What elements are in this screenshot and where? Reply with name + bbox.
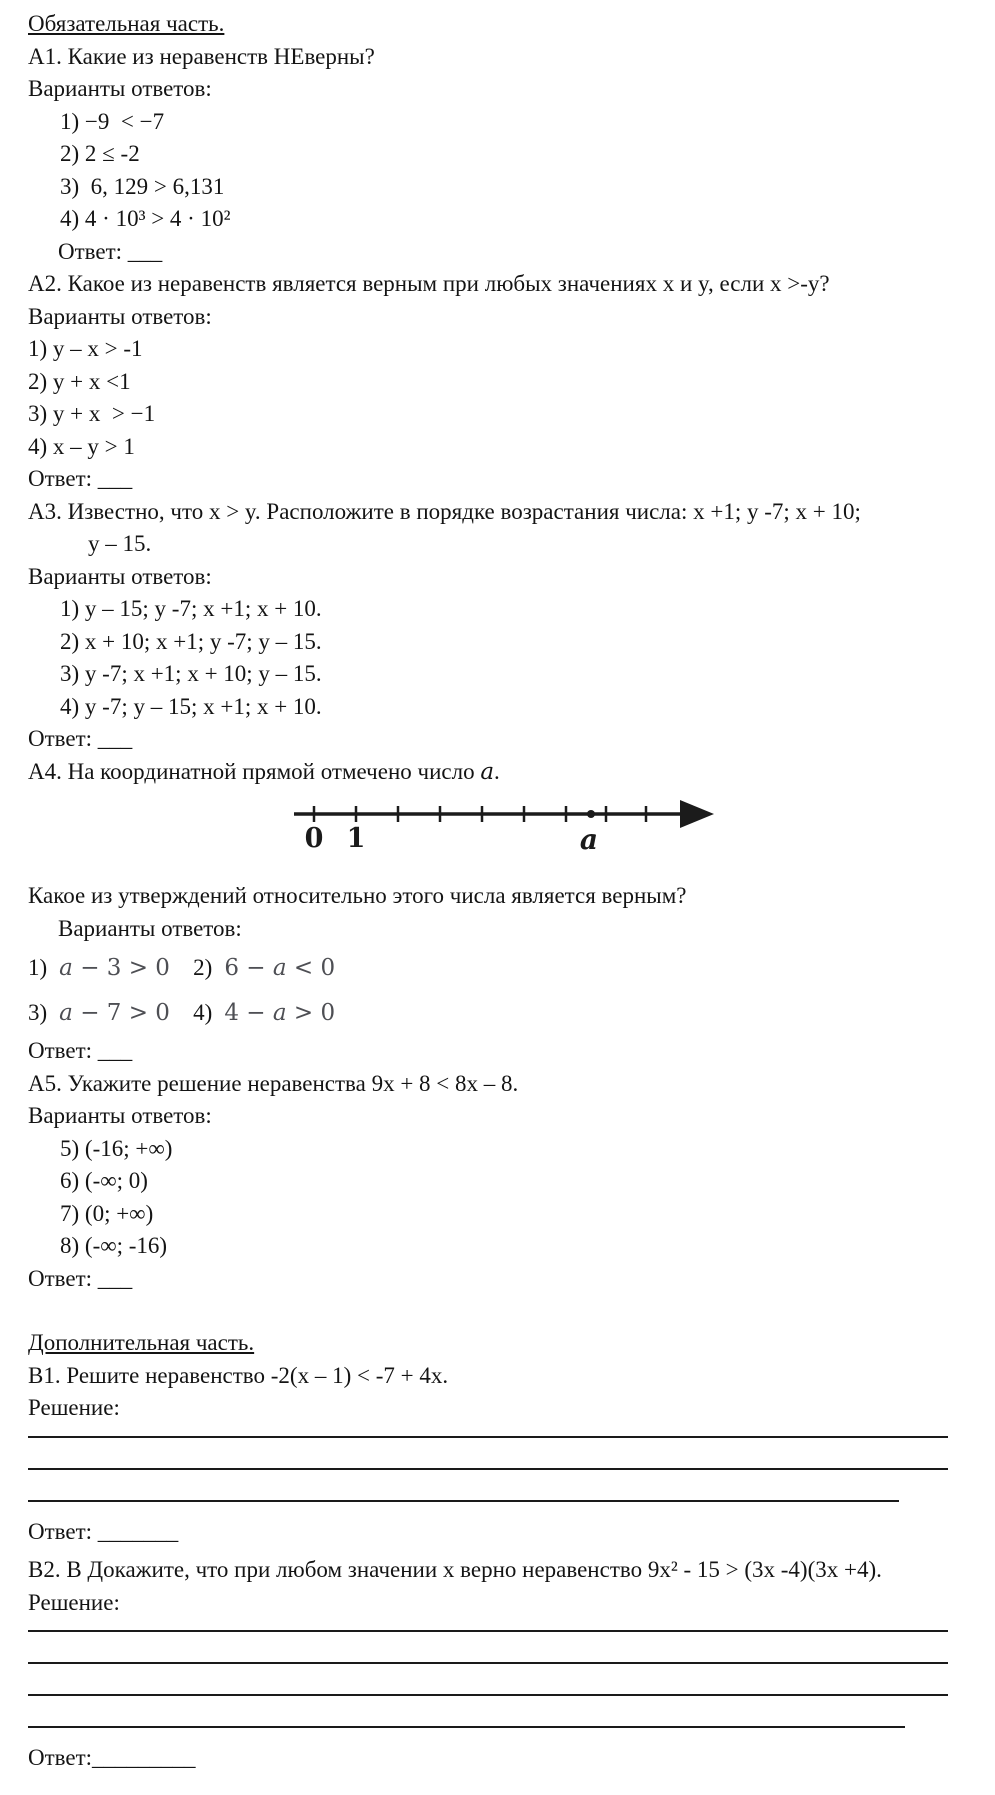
a1-option-4: 4) 4 · 10³ > 4 · 10² [60, 206, 231, 231]
b2-answer-blank: Ответ:_________ [28, 1745, 196, 1770]
b2-writing-line-1 [28, 1619, 948, 1632]
a3-variants-label: Варианты ответов: [28, 563, 212, 589]
a4-question-text: А4. На координатной прямой отмечено число [28, 758, 481, 784]
a4-answer-blank: Ответ: ___ [28, 1038, 133, 1063]
b1-writing-line-1 [28, 1425, 948, 1438]
section-heading-additional: Дополнительная часть. [28, 1330, 255, 1355]
a5-answer-blank: Ответ: ___ [28, 1265, 133, 1291]
a4-options-row2 [28, 990, 965, 1035]
a2-answer-blank: Ответ: ___ [28, 466, 133, 491]
b2-solution-label: Решение: [28, 1589, 120, 1615]
a4-option-2-formula: 6 − a < 0 [224, 955, 336, 981]
b1-writing-line-3 [28, 1470, 899, 1502]
a4-question [28, 756, 965, 789]
a4-option-1-formula: a − 3 > 0 [59, 955, 170, 981]
a3-answer-blank: Ответ: ___ [28, 726, 133, 751]
a2-option-3: 3) y + x > −1 [28, 401, 156, 426]
a3-option-2: 2) x + 10; x +1; y -7; y – 15. [60, 628, 322, 654]
a1-option-3: 3) 6, 129 > 6,131 [60, 173, 225, 199]
b1-solution-label: Решение: [28, 1395, 120, 1420]
a1-option-2: 2) 2 ≤ -2 [60, 141, 140, 166]
a4-option-1-num: 1) [28, 955, 48, 980]
a5-option-5: 5) (-16; +∞) [60, 1135, 173, 1161]
a4-options-row1 [28, 945, 965, 990]
a4-option-3-num: 3) [28, 1000, 48, 1025]
a2-question: А2. Какое из неравенств является верным при любых значениях x и y, если x >-y? [28, 271, 830, 296]
number-line-label-1: 1 [346, 823, 366, 854]
arrow-right-icon [680, 800, 714, 828]
a1-question: А1. Какие из неравенств НЕверны? [28, 43, 375, 69]
a3-option-4: 4) y -7; y – 15; x +1; x + 10. [60, 693, 322, 719]
b1-writing-line-2 [28, 1438, 948, 1470]
a4-option-4-num: 4) [193, 1000, 213, 1025]
a4-variants-label: Варианты ответов: [58, 915, 242, 941]
b2-writing-line-2 [28, 1632, 948, 1664]
number-line [294, 792, 714, 856]
point-a-dot [587, 810, 595, 818]
a2-variants-label: Варианты ответов: [28, 303, 212, 329]
a3-question-line1: А3. Известно, что x > y. Расположите в порядке возрастания числа: x +1; y -7; x + 10; [28, 498, 861, 524]
b1-answer-blank: Ответ: _______ [28, 1518, 179, 1544]
a5-option-7: 7) (0; +∞) [60, 1200, 154, 1226]
a1-variants-label: Варианты ответов: [28, 76, 212, 101]
b1-question: В1. Решите неравенство -2(x – 1) < -7 + 4x. [28, 1362, 449, 1388]
number-line-label-0: 0 [304, 823, 324, 854]
section-heading-required: Обязательная часть. [28, 11, 225, 36]
a1-answer-blank: Ответ: ___ [58, 238, 163, 264]
b2-writing-line-4 [28, 1696, 905, 1728]
a4-option-3-formula: a − 7 > 0 [59, 1000, 170, 1026]
a2-option-4: 4) x – y > 1 [28, 433, 135, 459]
a4-question2: Какое из утверждений относительно этого числа является верным? [28, 883, 687, 908]
number-line-figure [28, 792, 965, 880]
a3-question-line2: y – 15. [88, 531, 152, 556]
a4-question-variable: a [480, 758, 495, 785]
a3-option-3: 3) y -7; x +1; x + 10; y – 15. [60, 661, 322, 686]
number-line-label-a: a [579, 823, 599, 856]
b2-writing-line-3 [28, 1664, 948, 1696]
a4-option-4-formula: 4 − a > 0 [224, 1000, 336, 1026]
a4-option-2-num: 2) [193, 955, 213, 980]
a2-option-1: 1) y – x > -1 [28, 336, 143, 361]
a5-option-6: 6) (-∞; 0) [60, 1168, 148, 1193]
b2-question: В2. В Докажите, что при любом значении x верно неравенство 9x² - 15 > (3x -4)(3x +4). [28, 1557, 882, 1582]
a3-option-1: 1) y – 15; y -7; x +1; x + 10. [60, 596, 322, 621]
a5-variants-label: Варианты ответов: [28, 1103, 212, 1128]
a5-option-8: 8) (-∞; -16) [60, 1233, 168, 1258]
a1-option-1: 1) −9 < −7 [60, 108, 165, 134]
a4-question-period: . [494, 758, 500, 784]
a2-option-2: 2) y + x <1 [28, 368, 131, 394]
a5-question: А5. Укажите решение неравенства 9x + 8 < 8x – 8. [28, 1070, 519, 1096]
